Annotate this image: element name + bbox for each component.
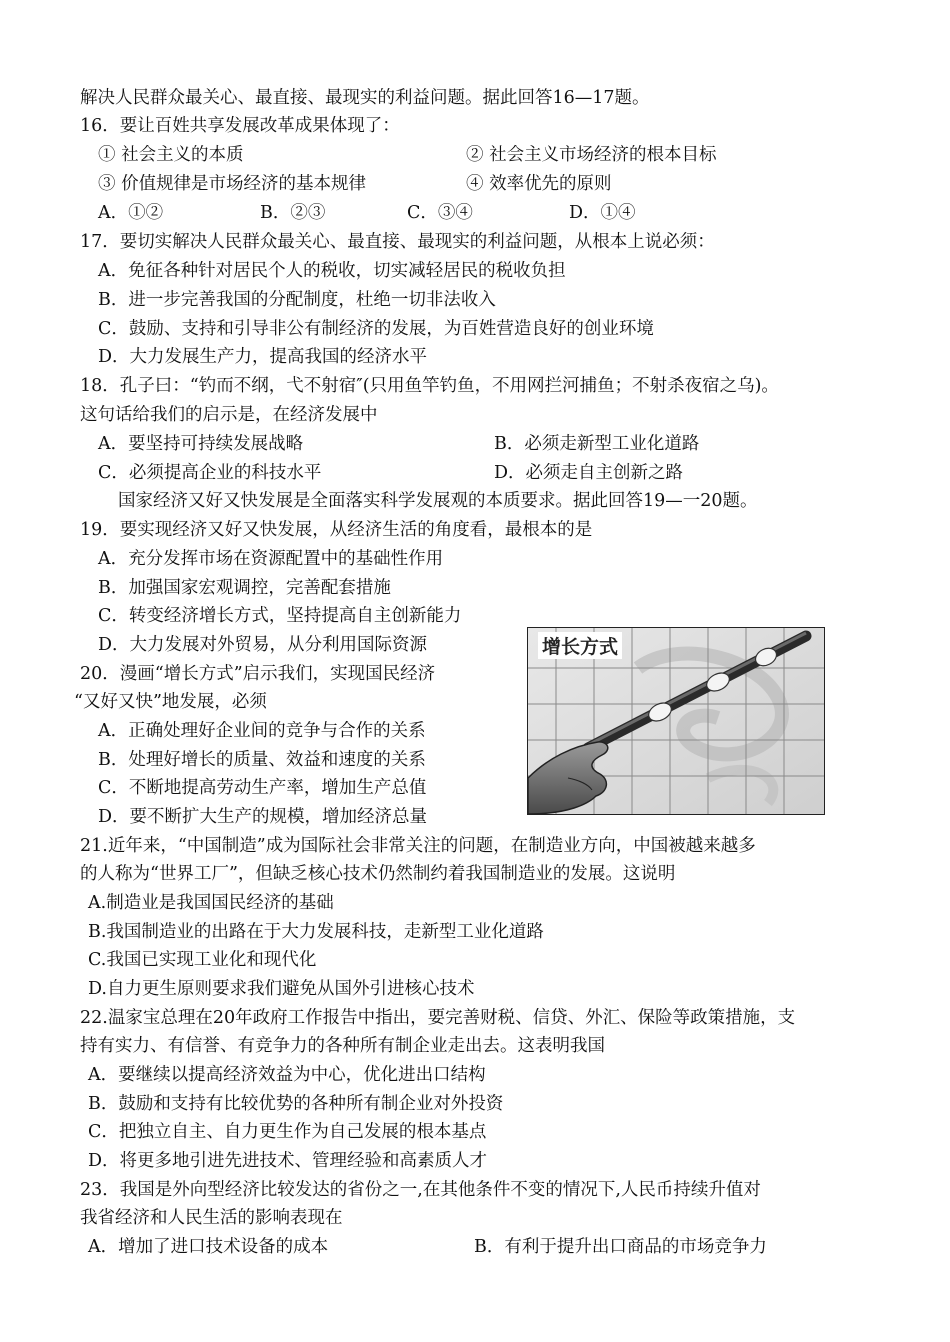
q23-choice-b: B．有利于提升出口商品的市场竞争力 — [474, 1237, 767, 1257]
q18-choice-b: B．必须走新型工业化道路 — [494, 434, 700, 454]
q23-choice-a: A．增加了进口技术设备的成本 — [88, 1237, 329, 1257]
q18-choice-a: A．要坚持可持续发展战略 — [98, 434, 304, 454]
question-21: 21.近年来，“中国制造”成为国际社会非常关注的问题，在制造业方向，中国被越来越多 — [80, 836, 756, 856]
q20-choice-d: D．要不断扩大生产的规模，增加经济总量 — [98, 807, 428, 827]
q20-choice-c: C．不断地提高劳动生产率，增加生产总值 — [98, 778, 427, 798]
question-20: 20．漫画“增长方式”启示我们，实现国民经济 — [80, 664, 436, 684]
question-16: 16．要让百姓共享发展改革成果体现了： — [80, 116, 400, 136]
question-20-line2: “又好又快”地发展，必须 — [74, 692, 267, 712]
q20-choice-b: B．处理好增长的质量、效益和速度的关系 — [98, 750, 426, 770]
q16-option-4: ④ 效率优先的原则 — [466, 174, 612, 194]
q19-choice-d: D．大力发展对外贸易，从分利用国际资源 — [98, 635, 428, 655]
q17-choice-d: D．大力发展生产力，提高我国的经济水平 — [98, 347, 428, 367]
q16-option-2: ② 社会主义市场经济的根本目标 — [466, 145, 717, 165]
q19-choice-a: A．充分发挥市场在资源配置中的基础性作用 — [98, 549, 444, 569]
q21-choice-a: A.制造业是我国国民经济的基础 — [88, 893, 334, 913]
q17-choice-b: B．进一步完善我国的分配制度，杜绝一切非法收入 — [98, 290, 496, 310]
q20-choice-a: A．正确处理好企业间的竞争与合作的关系 — [98, 721, 426, 741]
question-19: 19．要实现经济又好又快发展，从经济生活的角度看，最根本的是 — [80, 520, 593, 540]
question-18-line2: 这句话给我们的启示是，在经济发展中 — [80, 405, 378, 425]
question-23: 23．我国是外向型经济比较发达的省份之一,在其他条件不变的情况下,人民币持续升值对 — [80, 1180, 761, 1200]
question-21-line2: 的人称为“世界工厂”，但缺乏核心技术仍然制约着我国制造业的发展。这说明 — [80, 864, 676, 884]
question-17: 17．要切实解决人民群众最关心、最直接、最现实的利益问题，从根本上说必须： — [80, 232, 715, 252]
cartoon-title: 增长方式 — [538, 632, 622, 659]
q16-choice-d: D．①④ — [569, 203, 636, 223]
q18-choice-d: D．必须走自主创新之路 — [494, 463, 684, 483]
q22-choice-a: A．要继续以提高经济效益为中心，优化进出口结构 — [88, 1065, 486, 1085]
q16-choice-a: A．①② — [98, 203, 164, 223]
question-22: 22.温家宝总理在20年政府工作报告中指出，要完善财税、信贷、外汇、保险等政策措施，支 — [80, 1008, 796, 1028]
question-18: 18．孔子曰：“钓而不纲，弋不射宿″(只用鱼竿钓鱼，不用网拦河捕鱼；不射杀夜宿之乌)。 — [80, 376, 779, 396]
q16-option-1: ① 社会主义的本质 — [98, 145, 244, 165]
q17-choice-a: A．免征各种针对居民个人的税收，切实减轻居民的税收负担 — [98, 261, 566, 281]
intro-16-17: 解决人民群众最关心、最直接、最现实的利益问题。据此回答16—17题。 — [80, 88, 650, 108]
intro-19-20: 国家经济又好又快发展是全面落实科学发展观的本质要求。据此回答19—一20题。 — [118, 491, 758, 511]
q22-choice-c: C．把独立自主、自力更生作为自己发展的根本基点 — [88, 1122, 487, 1142]
q21-choice-d: D.自力更生原则要求我们避免从国外引进核心技术 — [88, 979, 475, 999]
growth-mode-cartoon — [527, 627, 825, 815]
q22-choice-b: B．鼓励和支持有比较优势的各种所有制企业对外投资 — [88, 1094, 504, 1114]
q16-option-3: ③ 价值规律是市场经济的基本规律 — [98, 174, 367, 194]
q21-choice-b: B.我国制造业的出路在于大力发展科技，走新型工业化道路 — [88, 922, 544, 942]
q16-choice-b: B．②③ — [260, 203, 326, 223]
q17-choice-c: C．鼓励、支持和引导非公有制经济的发展，为百姓营造良好的创业环境 — [98, 319, 654, 339]
q18-choice-c: C．必须提高企业的科技水平 — [98, 463, 322, 483]
q16-choice-c: C．③④ — [407, 203, 473, 223]
q19-choice-b: B．加强国家宏观调控，完善配套措施 — [98, 578, 391, 598]
question-22-line2: 持有实力、有信誉、有竞争力的各种所有制企业走出去。这表明我国 — [80, 1036, 605, 1056]
question-23-line2: 我省经济和人民生活的影响表现在 — [80, 1208, 343, 1228]
q21-choice-c: C.我国已实现工业化和现代化 — [88, 950, 317, 970]
q19-choice-c: C．转变经济增长方式，坚持提高自主创新能力 — [98, 606, 462, 626]
q22-choice-d: D．将更多地引进先进技术、管理经验和高素质人才 — [88, 1151, 488, 1171]
